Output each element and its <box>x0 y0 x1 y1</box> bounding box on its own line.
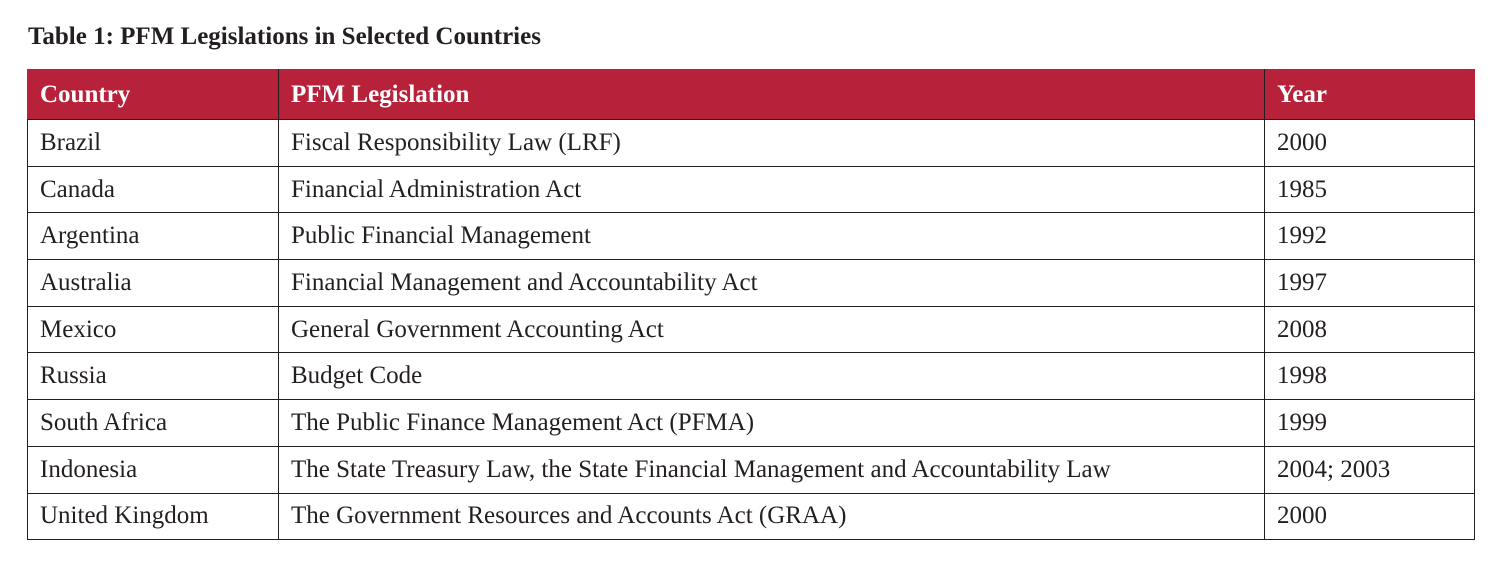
cell-legislation: Financial Management and Accountability Act <box>279 260 1265 307</box>
cell-year: 1999 <box>1265 400 1475 447</box>
header-pfm-legislation: PFM Legislation <box>279 70 1265 120</box>
table-row <box>28 400 1475 447</box>
header-year: Year <box>1265 70 1475 120</box>
header-country: Country <box>28 70 279 120</box>
cell-year: 1998 <box>1265 353 1475 400</box>
cell-year: 2008 <box>1265 306 1475 353</box>
cell-year: 1997 <box>1265 260 1475 307</box>
cell-country: Australia <box>28 260 279 307</box>
cell-year: 2000 <box>1265 493 1475 540</box>
cell-legislation: The State Treasury Law, the State Financial Management and Accountability Law <box>279 446 1265 493</box>
cell-country: Indonesia <box>28 446 279 493</box>
table-row <box>28 166 1475 213</box>
table-row <box>28 493 1475 540</box>
cell-year: 2000 <box>1265 120 1475 167</box>
cell-legislation: Fiscal Responsibility Law (LRF) <box>279 120 1265 167</box>
cell-legislation: The Public Finance Management Act (PFMA) <box>279 400 1265 447</box>
cell-legislation: Budget Code <box>279 353 1265 400</box>
cell-country: Brazil <box>28 120 279 167</box>
cell-country: Argentina <box>28 213 279 260</box>
table-caption: Table 1: PFM Legislations in Selected Countries <box>28 23 541 50</box>
cell-country: Russia <box>28 353 279 400</box>
table-row <box>28 213 1475 260</box>
pfm-legislation-table <box>27 69 1475 540</box>
cell-legislation: The Government Resources and Accounts Act (GRAA) <box>279 493 1265 540</box>
cell-year: 2004; 2003 <box>1265 446 1475 493</box>
table-row <box>28 120 1475 167</box>
cell-legislation: General Government Accounting Act <box>279 306 1265 353</box>
table-header-row <box>28 70 1475 120</box>
table-row <box>28 306 1475 353</box>
cell-country: Canada <box>28 166 279 213</box>
cell-legislation: Public Financial Management <box>279 213 1265 260</box>
cell-year: 1985 <box>1265 166 1475 213</box>
table-row <box>28 353 1475 400</box>
table-row <box>28 260 1475 307</box>
cell-legislation: Financial Administration Act <box>279 166 1265 213</box>
cell-country: South Africa <box>28 400 279 447</box>
table-row <box>28 446 1475 493</box>
cell-country: Mexico <box>28 306 279 353</box>
cell-year: 1992 <box>1265 213 1475 260</box>
cell-country: United Kingdom <box>28 493 279 540</box>
